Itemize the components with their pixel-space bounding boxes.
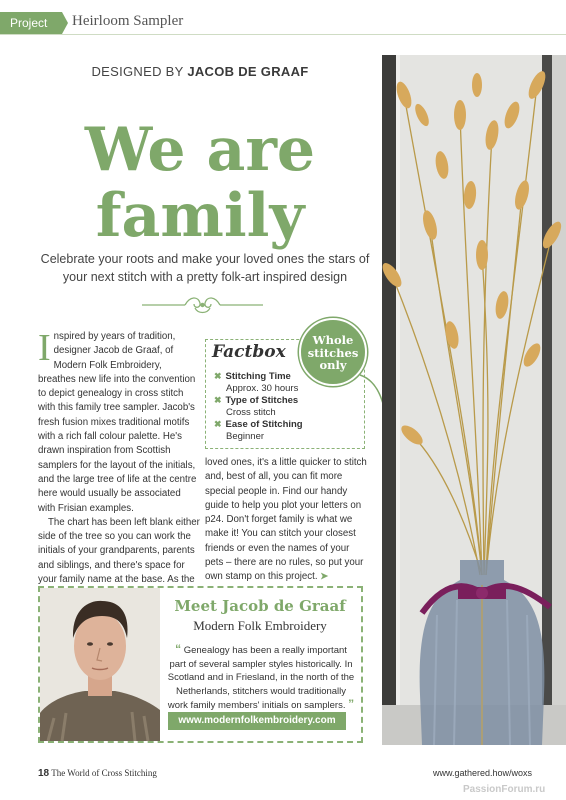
fact-label: Ease of Stitching [225, 419, 303, 430]
designer-quote-text: Genealogy has been a really important part of several sampler styles historically. In Scotland and in Friesland, in the north of the Netherlands, stitchers would traditionally work family members' initials on samplers. [167, 645, 355, 711]
close-quote-icon: ” [348, 697, 355, 711]
headline-line-2: family [95, 181, 305, 251]
meet-subtitle: Modern Folk Embroidery [193, 618, 327, 633]
badge-line-1: Whole [312, 333, 354, 347]
designer-website-link[interactable]: www.modernfolkembroidery.com [168, 712, 346, 730]
open-quote-icon: “ [175, 642, 182, 656]
page-number: 18 [38, 768, 50, 779]
body-paragraph-2: The chart has been left blank either side of the tree so you can work the initials of your grandparents, parents and siblings, and there's space for your family name at the base. As the [38, 516, 200, 586]
magazine-name: The World of Cross Stitching [51, 768, 157, 778]
footer-page-info [38, 768, 157, 779]
badge-line-3: only [319, 358, 347, 372]
fact-item [214, 370, 298, 395]
section-tag: Project [0, 12, 62, 34]
header-divider [0, 34, 566, 35]
body-paragraph-1 [38, 327, 200, 516]
flourish-ornament [140, 294, 265, 316]
cross-bullet-icon: ✖ [214, 371, 222, 381]
fact-value: Approx. 30 hours [226, 383, 299, 394]
fact-item [214, 418, 303, 443]
headline-line-1: We are [84, 115, 316, 185]
fact-value: Beginner [226, 431, 265, 442]
meet-title: Meet Jacob de Graaf [174, 597, 346, 615]
body-paragraph-3 [205, 456, 370, 585]
designer-quote [166, 643, 356, 713]
fact-value: Cross stitch [226, 407, 276, 418]
byline-name: JACOB DE GRAAF [187, 64, 309, 79]
body-column-1 [38, 327, 200, 602]
fact-item [214, 394, 298, 419]
badge-line-2: stitches [307, 345, 359, 360]
footer-url: www.gathered.how/woxs [433, 768, 533, 778]
factbox-title: Factbox [212, 342, 286, 362]
paragraph-1-text: nspired by years of tradition, designer Jacob de Graaf, of Modern Folk Embroidery, breathes new life into the convention to depict genealogy in cross stitch with this family tree sampler. Jacob's fresh fusion mixes traditional motifs with a rich fall colour palette. He's drawn inspiration from Scottish samplers for the layout of the initials, and the large tree of life at the centre here would usually be associated with Frisian examples. [38, 331, 197, 514]
byline-prefix: DESIGNED BY [91, 64, 184, 79]
whole-stitches-badge [299, 318, 367, 386]
fact-label: Stitching Time [225, 371, 291, 382]
drop-cap: I [38, 327, 51, 369]
byline [40, 64, 360, 79]
section-tag-arrow [62, 12, 68, 34]
standfirst: Celebrate your roots and make your loved ones the stars of your next stitch with a pretty folk-art inspired design [40, 252, 370, 284]
cross-bullet-icon: ✖ [214, 419, 222, 429]
fact-label: Type of Stitches [225, 395, 299, 406]
designer-portrait [40, 588, 160, 741]
cross-bullet-icon: ✖ [214, 395, 222, 405]
end-arrow-icon: ➤ [320, 571, 329, 583]
section-title: Heirloom Sampler [72, 13, 184, 29]
paragraph-3-text: loved ones, it's a little quicker to stitch and, best of all, you can fit more special people in. Find our handy guide to help you plot your letters on p24. Don't forget family is what we make it! You can stitch your closest friends or even the names of your pets – there are no rules, so put your own stamp on this project. [205, 457, 367, 583]
watermark: PassionForum.ru [463, 784, 546, 795]
body-column-2 [205, 456, 370, 585]
wheat-vase-photo [382, 55, 566, 745]
